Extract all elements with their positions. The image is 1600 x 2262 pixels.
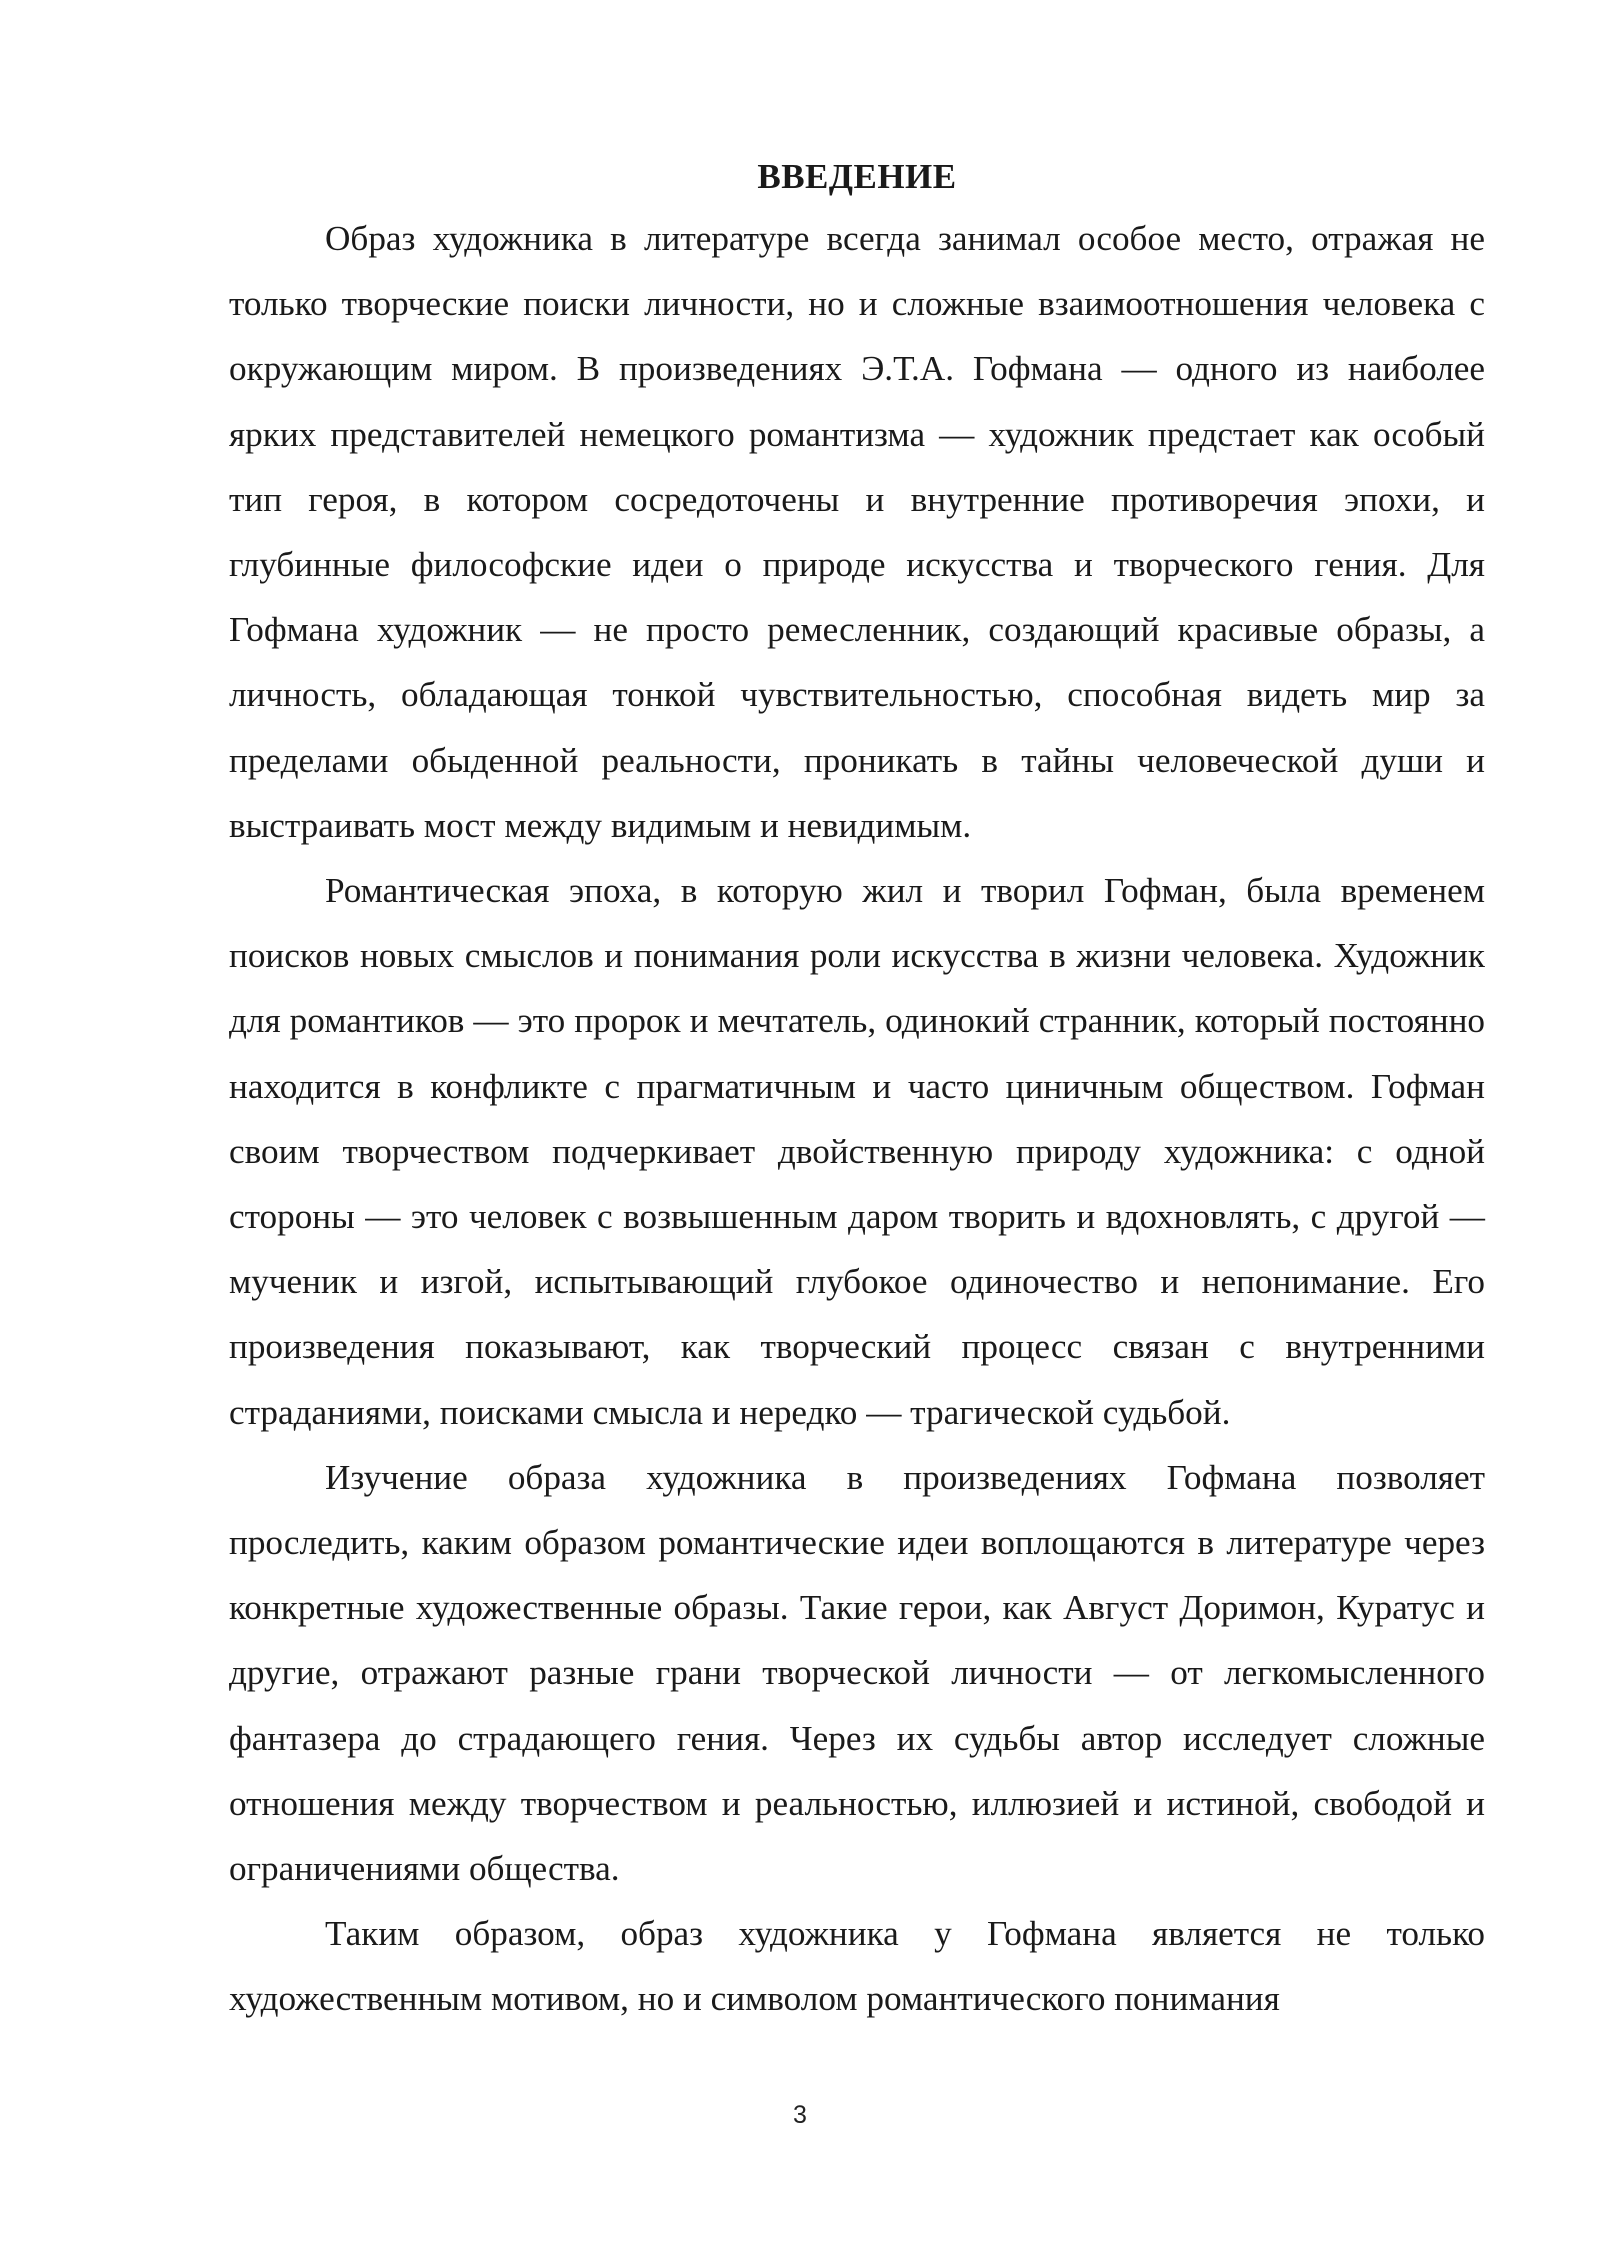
page-number: 3 [793,2101,807,2129]
paragraph-4: Таким образом, образ художника у Гофмана является не только художественным мотивом, но и символом романтического понимания [229,1914,1485,2019]
paragraph-3: Изучение образа художника в произведениях Гофмана позволяет проследить, каким образом романтические идеи воплощаются в литературе через конкретные художественные образы. Такие герои, как Август Доримон, Куратус и другие, отражают разные грани творческой личности — от легкомысленного фантазера до страдающего гения. Через их судьбы автор исследует сложные отношения между творчеством и реальностью, иллюзией и истиной, свободой и ограничениями общества. [229,1457,1485,1889]
section-heading: ВВЕДЕНИЕ [757,157,957,196]
paragraph-2: Романтическая эпоха, в которую жил и творил Гофман, была временем поисков новых смыслов и понимания роли искусства в жизни человека. Художник для романтиков — это пророк и мечтатель, одинокий странник, который постоянно находится в конфликте с прагматичным и часто циничным обществом. Гофман своим творчеством подчеркивает двойственную природу художника: с одной стороны — это человек с возвышенным даром творить и вдохновлять, с другой — мученик и изгой, испытывающий глубокое одиночество и непонимание. Его произведения показывают, как творческий процесс связан с внутренними страданиями, поисками смысла и нередко — трагической судьбой. [229,871,1485,1432]
page-body [229,148,1485,2032]
paragraph-1: Образ художника в литературе всегда занимал особое место, отражая не только творческие поиски личности, но и сложные взаимоотношения человека с окружающим миром. В произведениях Э.Т.А. Гофмана — одного из наиболее ярких представителей немецкого романтизма — художник предстает как особый тип героя, в котором сосредоточены и внутренние противоречия эпохи, и глубинные философские идеи о природе искусства и творческого гения. Для Гофмана художник — не просто ремесленник, создающий красивые образы, а личность, обладающая тонкой чувствительностью, способная видеть мир за пределами обыденной реальности, проникать в тайны человеческой души и выстраивать мост между видимым и невидимым. [229,219,1485,845]
